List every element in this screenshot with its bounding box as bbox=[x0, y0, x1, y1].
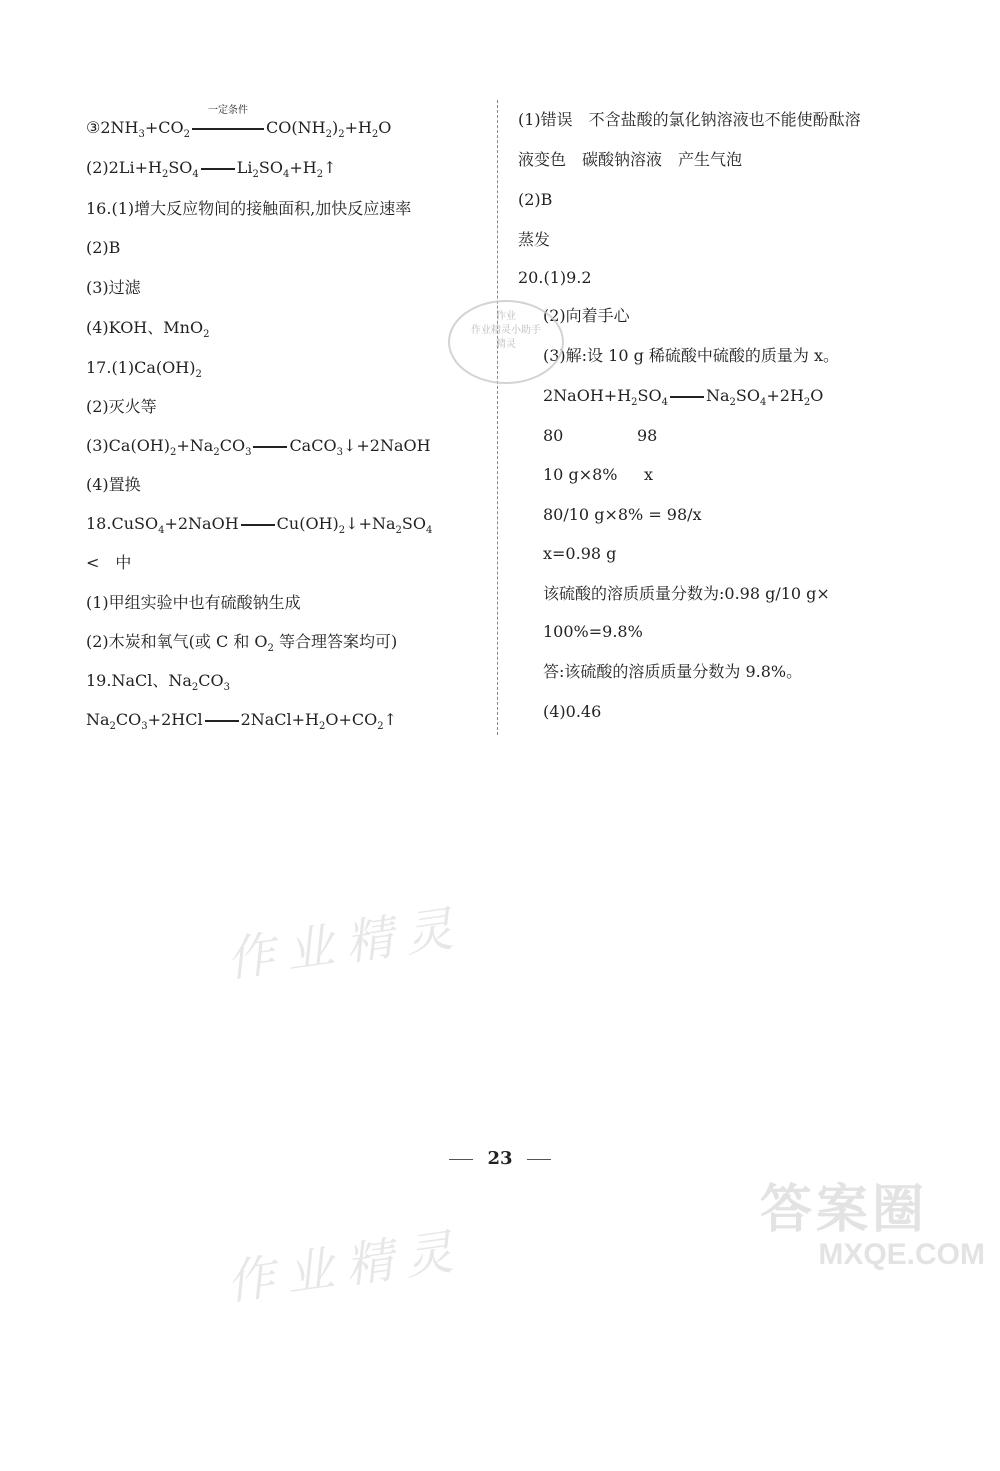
answer-18-compare: < 中 bbox=[86, 553, 132, 572]
mass-fraction-line2: 100%=9.8% bbox=[543, 622, 643, 641]
answer-17-2: (2)灭火等 bbox=[86, 397, 157, 416]
answer-19-r4: 蒸发 bbox=[518, 230, 551, 249]
answer-16-2: (2)B bbox=[86, 238, 121, 257]
site-logo: 答案圈 MXQE.COM bbox=[760, 1181, 985, 1271]
answer-18-2: (2)木炭和氧气(或 C 和 $O_2$ 等合理答案均可) bbox=[86, 632, 398, 655]
mass-given: 10 g×8% bbox=[543, 465, 618, 484]
answer-18-1: (1)甲组实验中也有硫酸钠生成 bbox=[86, 593, 301, 612]
equation-3: $③2NH_3+CO_2$ 一定条件 $CO(NH_2)_2+H_2O$ bbox=[86, 105, 392, 141]
column-divider bbox=[497, 100, 498, 735]
answer-20-4: (4)0.46 bbox=[543, 702, 602, 721]
mass-fraction-line1: 该硫酸的溶质质量分数为:0.98 g/10 g× bbox=[543, 584, 830, 603]
answer-16-4: (4)KOH、MnO$_2$ bbox=[86, 318, 210, 341]
answer-19-r1: (1)错误 不含盐酸的氯化钠溶液也不能使酚酞溶 bbox=[518, 110, 861, 129]
answer-16-3: (3)过滤 bbox=[86, 278, 141, 297]
page-number: 23 bbox=[0, 1148, 1000, 1169]
answer-17-3: $(3)Ca(OH)_2+Na_2CO_3$ CaCO$_3$↓+2NaOH bbox=[86, 436, 431, 459]
answer-20-equation: $2NaOH+H_2SO_4$ $Na_2SO_4+2H_2O$ bbox=[543, 386, 824, 409]
answer-19-r2: 液变色 碳酸钠溶液 产生气泡 bbox=[518, 150, 743, 169]
answer-19: 19.NaCl、$Na_2CO_3$ bbox=[86, 671, 230, 694]
molar-mass-80: 80 bbox=[543, 426, 564, 445]
watermark: 作业精灵 bbox=[222, 1222, 469, 1312]
result-x: x=0.98 g bbox=[543, 544, 617, 563]
answer-17-4: (4)置换 bbox=[86, 475, 141, 494]
answer-20-3: (3)解:设 10 g 稀硫酸中硫酸的质量为 x。 bbox=[543, 346, 840, 365]
answer-17-1: $17.(1)Ca(OH)_2$ bbox=[86, 358, 202, 381]
answer-16-1: 16.(1)增大反应物间的接触面积,加快反应速率 bbox=[86, 199, 412, 218]
answer-19-equation: $Na_2CO_3+2HCl$ $2NaCl+H_2O+CO_2↑$ bbox=[86, 710, 398, 733]
final-answer: 答:该硫酸的溶质质量分数为 9.8%。 bbox=[543, 662, 803, 681]
reaction-condition: 一定条件 bbox=[192, 118, 264, 138]
answer-20-2: (2)向着手心 bbox=[543, 306, 630, 325]
answer-20-1: 20.(1)9.2 bbox=[518, 268, 592, 287]
proportion: 80/10 g×8% = 98/x bbox=[543, 505, 702, 524]
stamp: 作业 作业精灵小助手 精灵 bbox=[448, 300, 564, 384]
answer-18-equation: 18.CuSO$_4$+2NaOH $Cu(OH)_2↓+Na_2SO_4$ bbox=[86, 514, 433, 537]
mass-unknown: x bbox=[644, 465, 654, 484]
answer-19-r3: (2)B bbox=[518, 190, 553, 209]
molar-mass-98: 98 bbox=[637, 426, 658, 445]
equation-2: $(2)2Li+H_2SO_4$ $Li_2SO_4+H_2↑$ bbox=[86, 158, 337, 181]
watermark: 作业精灵 bbox=[222, 899, 469, 989]
